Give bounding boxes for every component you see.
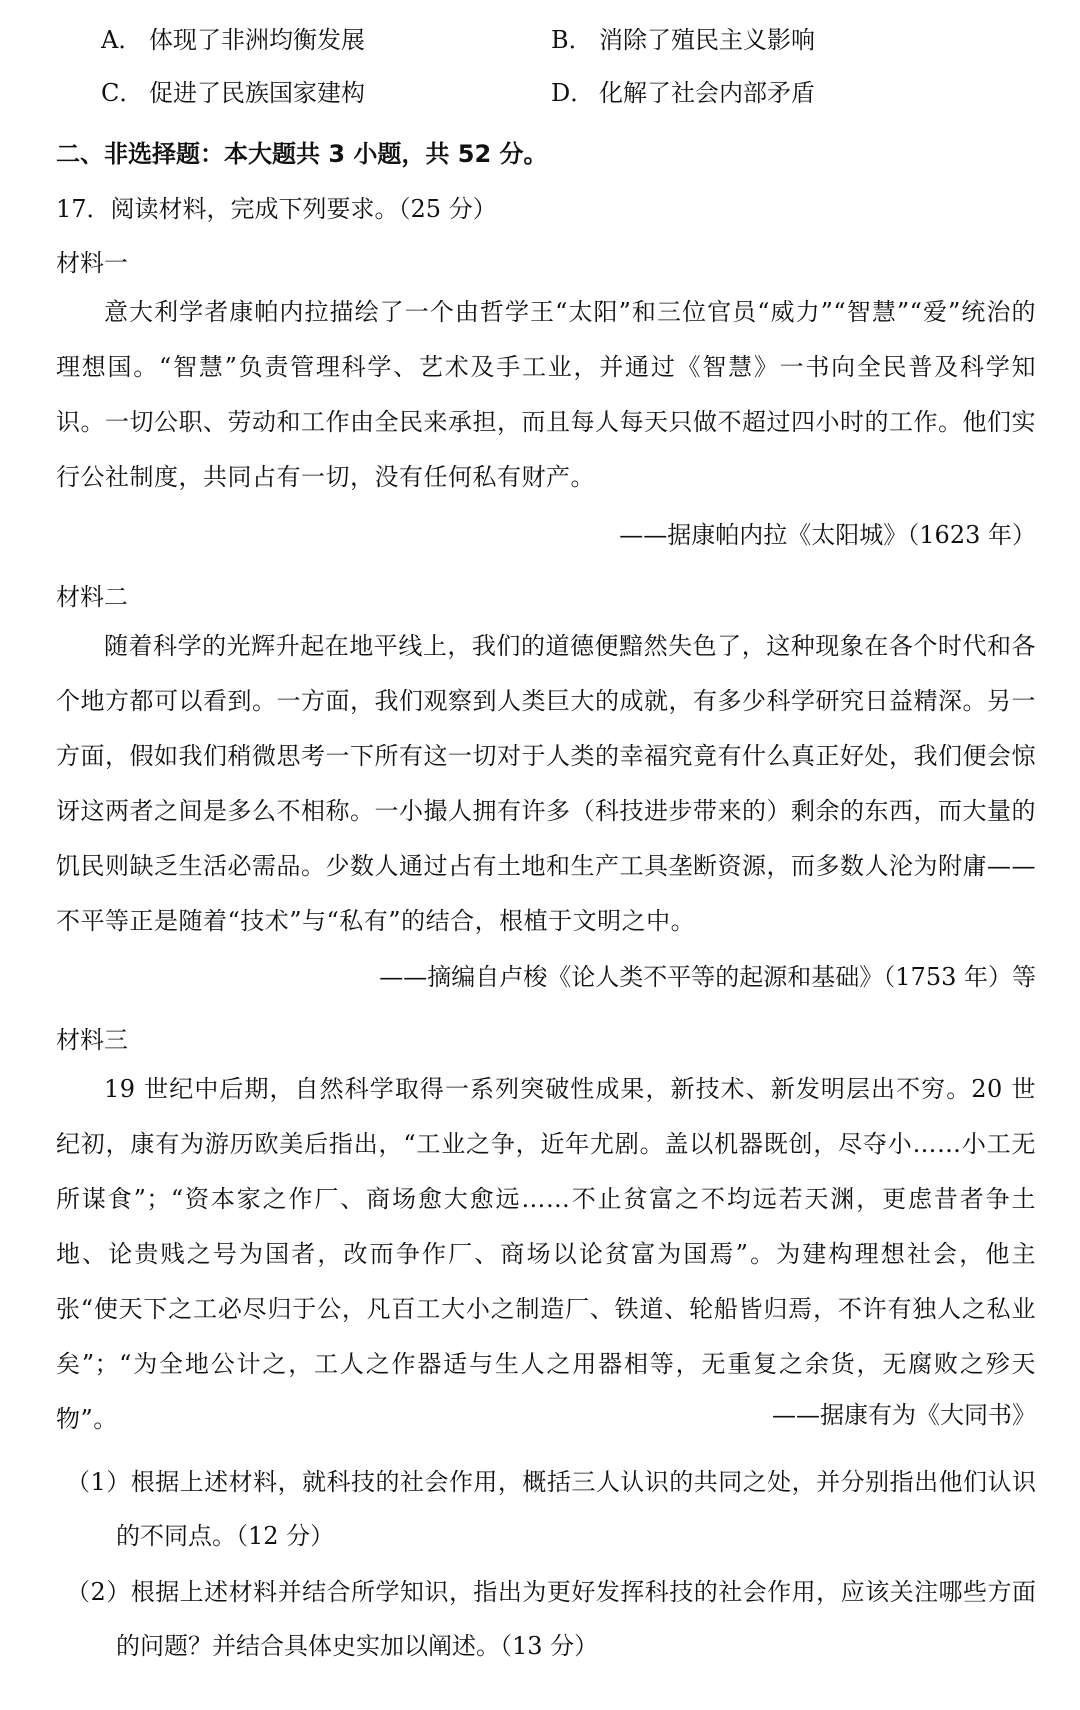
option-d-text: 化解了社会内部矛盾 (599, 79, 815, 107)
options-row-1 (0, 20, 1080, 60)
option-b (551, 20, 815, 55)
option-a-letter: A． (101, 26, 143, 54)
option-d-letter: D． (551, 79, 595, 107)
option-b-letter: B． (551, 26, 593, 54)
option-c-text: 促进了民族国家建构 (149, 79, 365, 107)
option-d (551, 73, 815, 108)
option-a-text: 体现了非洲均衡发展 (149, 26, 365, 54)
sub-question-1: （1）根据上述材料，就科技的社会作用，概括三人认识的共同之处，并分别指出他们认识的不同点。（12 分） (66, 1468, 1036, 1550)
material-1-text: 意大利学者康帕内拉描绘了一个由哲学王“太阳”和三位官员“威力”“智慧”“爱”统治的理想国。“智慧”负责管理科学、艺术及手工业，并通过《智慧》一书向全民普及科学知识。一切公职、劳动和工作由全民来承担，而且每人每天只做不超过四小时的工作。他们实行公社制度，共同占有一切，没有任何私有财产。 (56, 298, 1036, 491)
material-1-source: ——据康帕内拉《太阳城》（1623 年） (619, 521, 1036, 549)
material-2-source: ——摘编自卢梭《论人类不平等的起源和基础》（1753 年）等 (379, 963, 1036, 991)
options-row-2 (0, 73, 1080, 113)
option-c-letter: C． (101, 79, 144, 107)
option-b-text: 消除了殖民主义影响 (599, 26, 815, 54)
material-1-label: 材料一 (56, 249, 128, 277)
material-3-source: ——据康有为《大同书》 (772, 1401, 1036, 1429)
material-2-text: 随着科学的光辉升起在地平线上，我们的道德便黯然失色了，这种现象在各个时代和各个地方都可以看到。一方面，我们观察到人类巨大的成就，有多少科学研究日益精深。另一方面，假如我们稍微思考一下所有这一切对于人类的幸福究竟有什么真正好处，我们便会惊讶这两者之间是多么不相称。一小撮人拥有许多（科技进步带来的）剩余的东西，而大量的饥民则缺乏生活必需品。少数人通过占有土地和生产工具垄断资源，而多数人沦为附庸——不平等正是随着“技术”与“私有”的结合，根植于文明之中。 (56, 632, 1036, 935)
material-3-text: 19 世纪中后期，自然科学取得一系列突破性成果，新技术、新发明层出不穷。20 世纪初，康有为游历欧美后指出，“工业之争，近年尤剧。盖以机器既创，尽夺小……小工无所谋食”；“资本家之作厂、商场愈大愈远……不止贫富之不均远若天渊，更虑昔者争土地、论贵贱之号为国者，改而争作厂、商场以论贫富为国焉”。为建构理想社会，他主张“使天下之工必尽归于公，凡百工大小之制造厂、铁道、轮船皆归焉，不许有独人之私业矣”；“为全地公计之，工人之作器适与生人之用器相等，无重复之余货，无腐败之殄天物”。 (56, 1075, 1036, 1433)
question-stem: 17．阅读材料，完成下列要求。（25 分） (56, 195, 497, 223)
section-heading: 二、非选择题：本大题共 3 小题，共 52 分。 (56, 140, 548, 168)
option-a (101, 20, 365, 55)
option-c (101, 73, 365, 108)
material-2-label: 材料二 (56, 583, 128, 611)
material-3-label: 材料三 (56, 1026, 128, 1054)
sub-question-2: （2）根据上述材料并结合所学知识，指出为更好发挥科技的社会作用，应该关注哪些方面的问题？并结合具体史实加以阐述。（13 分） (66, 1578, 1036, 1660)
